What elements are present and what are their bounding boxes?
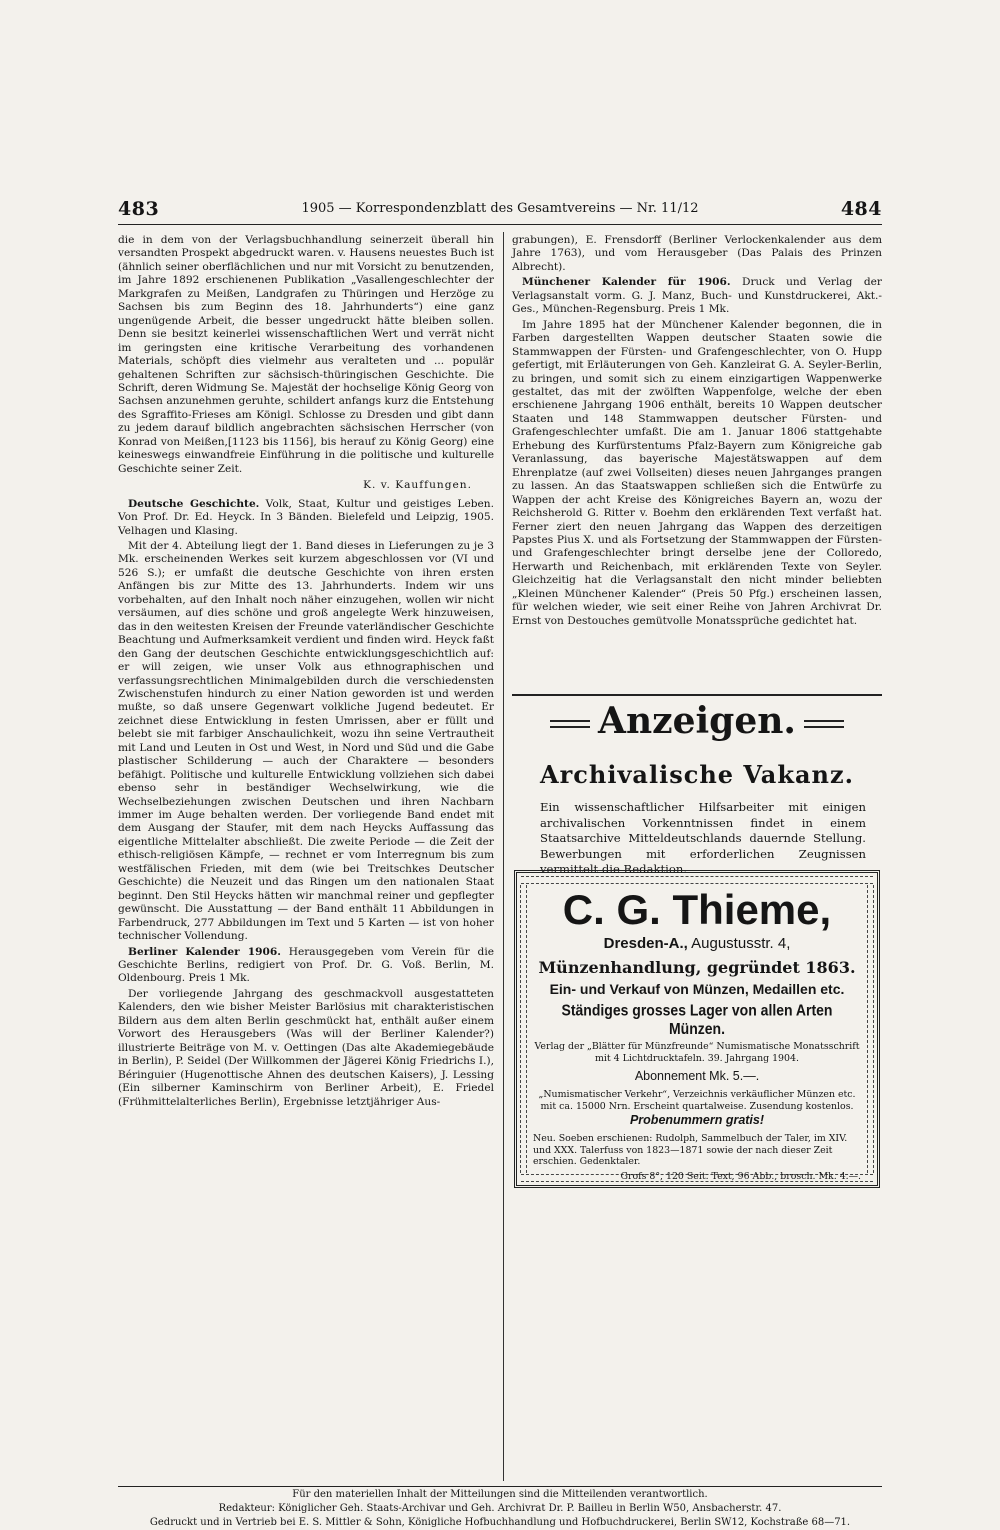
review-munich-intro: Druck und Verlag der Verlagsanstalt vorm. G. J. Manz, Buch- und Kunstdruckerei, Akt.-Ges., München-Regensburg. Preis 1 Mk. [512,276,882,316]
anzeigen-rule [512,694,882,696]
review-berlin-title: Berliner Kalender 1906. [128,945,281,958]
column-divider [503,232,504,1481]
review-munich-text: Im Jahre 1895 hat der Münchener Kalender begonnen, die in Farben dargestellten Wappen deutscher Staaten sowie die Stammwappen der Fürsten- und Grafengeschlechter, von O. Hupp gefertigt, mit Erläuterungen von Geh. Kanzleirat G. A. Seyler-Berlin, zu bringen, und somit sich zu einem einzigartigen Wappenwerke gestaltet, das mit der zwölften Wappenfolge, welche der eben erschienene Jahrgang 1906 enthält, bereits 10 Wappen deutscher Staaten und 148 Stammwappen deutscher Fürsten- und Grafengeschlechter umfaßt. Die am 1. Januar 1806 stattgehabte Erhebung des Kurfürstentums Pfalz-Bayern zum Königreiche gab Veranlassung, das bayerische Majestätswappen auf dem Ehrenplatze (auf zwei Vollseiten) dieses neuen Jahrganges prangen zu lassen. An das Staatswappen schließen sich die Entwürfe zu Wappen der acht Kreise des Königreiches Bayern an, wozu der Reichsherold G. Ritter v. Boehm den erklärenden Text verfaßt hat. Ferner ziert den neuen Jahrgang das Wappen des derzeitigen Papstes Pius X. und als Fortsetzung der Stammwappen der Fürsten- und Grafengeschlechter bringt derselbe jene der Colloredo, Herwarth und Reichenbach, mit erklärenden Texte von Seyler. Gleichzeitig hat die Verlagsanstalt den nicht minder beliebten „Kleinen Münchener Kalender“ (Preis 50 Pfg.) erscheinen lassen, für welchen wieder, wie seit einer Reihe von Jahren Archivrat Dr. Ernst von Destouches gemütvolle Monatssprüche gedichtet hat. [512,318,882,627]
page-number-left: 483 [118,198,160,220]
footer-editor: Redakteur: Königlicher Geh. Staats-Archivar und Geh. Archivrat Dr. P. Bailleu in Berlin W50, Ansbacherstr. 47. [218,1503,782,1514]
ornament-border-top [521,876,873,884]
review-heyck-heading [118,498,494,538]
footer-responsibility: Für den materiellen Inhalt der Mitteilungen sind die Mitteilenden verantwortlich. [292,1489,708,1500]
footer-printer: Gedruckt und in Vertrieb bei E. S. Mittler & Sohn, Königliche Hofbuchhandlung und Hofbuchdruckerei, Berlin SW12, Kochstraße 68—71. [149,1517,851,1528]
thieme-advertisement [514,870,880,1188]
review-munich-title: Münchener Kalender für 1906. [522,276,731,289]
ad-trade: Ein- und Verkauf von Münzen, Medaillen etc. [549,981,845,997]
page-number-right: 484 [840,198,882,220]
ornament-border-left [520,885,527,1173]
footer-rule [118,1486,882,1487]
ad-book-format: Grofs 8°, 120 Seit. Text, 96 Abb., brosch. Mk. 4.—. [620,1170,861,1182]
page-header [118,198,882,222]
ad-catalogue-note: „Numismatischer Verkehr“, Verzeichnis verkäuflicher Münzen etc. mit ca. 15000 Nrn. Erscheint quartalweise. Zusendung kostenlos. [538,1089,856,1112]
review-berlin-text: Der vorliegende Jahrgang des geschmackvoll ausgestatteten Kalenders, den wie bisher Meister Barlösius mit charakteristischen Bildern aus dem alten Berlin geschmückt hat, enthält außer einem Vorwort des Herausgebers (Was will der Berliner Kalender?) illustrierte Beiträge von M. v. Oettingen (Das alte Akademiegebäude in Berlin), P. Seidel (Der Willkommen der Jägerei König Friedrichs I.), Béringuier (Hugenottische Ahnen des deutschen Kaisers), J. Lessing (Ein silberner Kaminschirm von Berliner Arbeit), E. Friedel (Frühmittelalterliches Berlin), Ergebnisse letztjähriger Aus- [118,987,494,1108]
anzeigen-heading-text: Anzeigen. [598,700,796,742]
review-signature: K. v. Kauffungen. [363,479,472,492]
review-berlin-intro: Herausgegeben vom Verein für die Geschichte Berlins, redigiert von Prof. Dr. G. Voß. Berlin, M. Oldenbourg. Preis 1 Mk. [118,945,495,985]
ad-publisher-note: Verlag der „Blätter für Münzfreunde“ Numismatische Monatsschrift mit 4 Lichtdrucktafeln. 39. Jahrgang 1904. [534,1041,860,1064]
ornament-border-right [867,885,874,1173]
ad-founded: Münzenhandlung, gegründet 1863. [538,958,856,977]
right-column [512,234,882,630]
review-berlin-heading [118,946,494,986]
left-column [118,234,494,1111]
review-hausen-text: die in dem von der Verlagsbuchhandlung seinerzeit überall hin versandten Prospekt abgedruckt waren. v. Hausens neuestes Buch ist (ähnlich seiner oberflächlichen und nur mit Vorsicht zu benutzenden, im Jahre 1892 erschienenen Publikation „Vasallengeschlechter der Markgrafen zu Meißen, Landgrafen zu Thüringen und Herzöge zu Sachsen bis zum Beginn des 18. Jahrhunderts“) eine ganz ungenügende Arbeit, die besser ungedruckt hätte bleiben sollen. Denn sie besitzt keinerlei wissenschaftlichen Wert und verrät nicht im geringsten eine kritische Verarbeitung des vorhandenen Materials, schöpft dies vielmehr aus veralteten und ... populär gehaltenen Schriften zur sächsisch-thüringischen Geschichte. Die Schrift, deren Widmung Se. Majestät der hochselige König Georg von Sachsen anzunehmen geruhte, schildert anfangs kurz die Entstehung des Sgraffito-Frieses am Königl. Schlosse zu Dresden und gibt dann zu jedem darauf bildlich angebrachten sächsischen Herrscher (von Konrad von Meißen,[1123 bis 1156], bis herauf zu König Georg) eine keineswegs einwandfreie Einführung in die politische und kulturelle Geschichte seiner Zeit. [118,234,494,475]
page-footer [118,1488,882,1530]
heading-ornament-right [804,720,844,728]
review-berlin-continued: grabungen), E. Frensdorff (Berliner Verlockenkalender aus dem Jahre 1763), und vom Herausgeber (Das Palais des Prinzen Albrecht). [512,234,882,273]
ad-address [533,935,861,952]
ad-free-samples: Probenummern gratis! [629,1113,765,1127]
header-title: 1905 — Korrespondenzblatt des Gesamtvereins — Nr. 11/12 [301,201,699,216]
review-heyck-text: Mit der 4. Abteilung liegt der 1. Band dieses in Lieferungen zu je 3 Mk. erscheinenden Werkes seit kurzem abgeschlossen vor (VI und 526 S.); er umfaßt die deutsche Geschichte von ihren ersten Anfängen bis zur Mitte des 13. Jahrhunderts. Indem wir uns vorbehalten, auf den Inhalt noch näher einzugehen, wollen wir nicht versäumen, auf dies schöne und groß angelegte Werk hinzuweisen, das in den weitesten Kreisen der Freunde vaterländischer Geschichte Beachtung und Aufmerksamkeit verdient und finden wird. Heyck faßt den Gang der deutschen Geschichte entwicklungsgeschichtlich auf: er will zeigen, wie unser Volk aus ethnographischen und verfassungsrechtlichen Minimalgebilden durch die verschiedensten Zwischenstufen hindurch zu einer Nation geworden ist und werden mußte, so daß unsere Gegenwart volkliche Jugend bedeutet. Er zeichnet diese Entwicklung in festen Umrissen, aber er füllt und belebt sie mit farbiger Anschaulichkeit, wozu ihn seine Vertrautheit mit Land und Leuten in Ost und West, in Nord und Süd und die Gabe plastischer Schilderung — auch der Charaktere — besonders befähigt. Politische und kulturelle Entwicklung vollziehen sich dabei ebenso sehr in beständiger Wechselwirkung, wie die Wechselbeziehungen zwischen Deutschen und ihren Nachbarn immer im Auge behalten werden. Der vorliegende Band endet mit dem Ausgang der Staufer, mit dem nach Heycks Auffassung das eigentliche Mittelalter abschließt. Die zweite Periode — die Zeit der ethisch-religiösen Kämpfe, — rechnet er vom Interregnum bis zum westfälischen Frieden, mit dem (wie bei Treitschkes Deutscher Geschichte) die Neuzeit und das Ringen um den nationalen Staat beginnt. Den Stil Heycks hätten wir manchmal reiner und gepflegter gewünscht. Die Ausstattung — der Band enthält 11 Abbildungen in Farbendruck, 277 Abbildungen im Text und 5 Karten — ist von hoher technischer Vollendung. [118,539,494,943]
ad-city: Dresden-A., [603,935,688,952]
heading-ornament-left [550,720,590,728]
ad-street: Augustusstr. 4, [687,935,791,952]
ad-stock: Ständiges grosses Lager von allen Arten Münzen. [561,1000,833,1038]
review-munich-heading [512,276,882,316]
ad-new-release: Neu. Soeben erschienen: Rudolph, Sammelbuch der Taler, im XIV. und XXX. Talerfuss von 1823—1871 sowie der nach dieser Zeit erschien. Gedenktaler. [533,1133,848,1167]
vacancy-body [540,800,866,878]
ad-content [533,887,861,1182]
anzeigen-heading [512,700,882,742]
ad-subscription: Abonnement Mk. 5.—. [634,1069,760,1083]
review-heyck-title: Deutsche Geschichte. [128,497,260,510]
vacancy-text: Ein wissenschaftlicher Hilfsarbeiter mit einigen archivalischen Vorkenntnissen findet in einem Staatsarchive Mitteldeutschlands dauernde Stellung. Bewerbungen mit erforderlichen Zeugnissen vermittelt die Redaktion. [540,800,866,876]
ad-company-name: C. G. Thieme, [562,886,832,933]
header-rule [118,224,882,225]
vacancy-title: Archivalische Vakanz. [540,760,854,789]
review-heyck-intro: Volk, Staat, Kultur und geistiges Leben. Von Prof. Dr. Ed. Heyck. In 3 Bänden. Bielefeld und Leipzig, 1905. Velhagen und Klasing. [118,497,494,537]
